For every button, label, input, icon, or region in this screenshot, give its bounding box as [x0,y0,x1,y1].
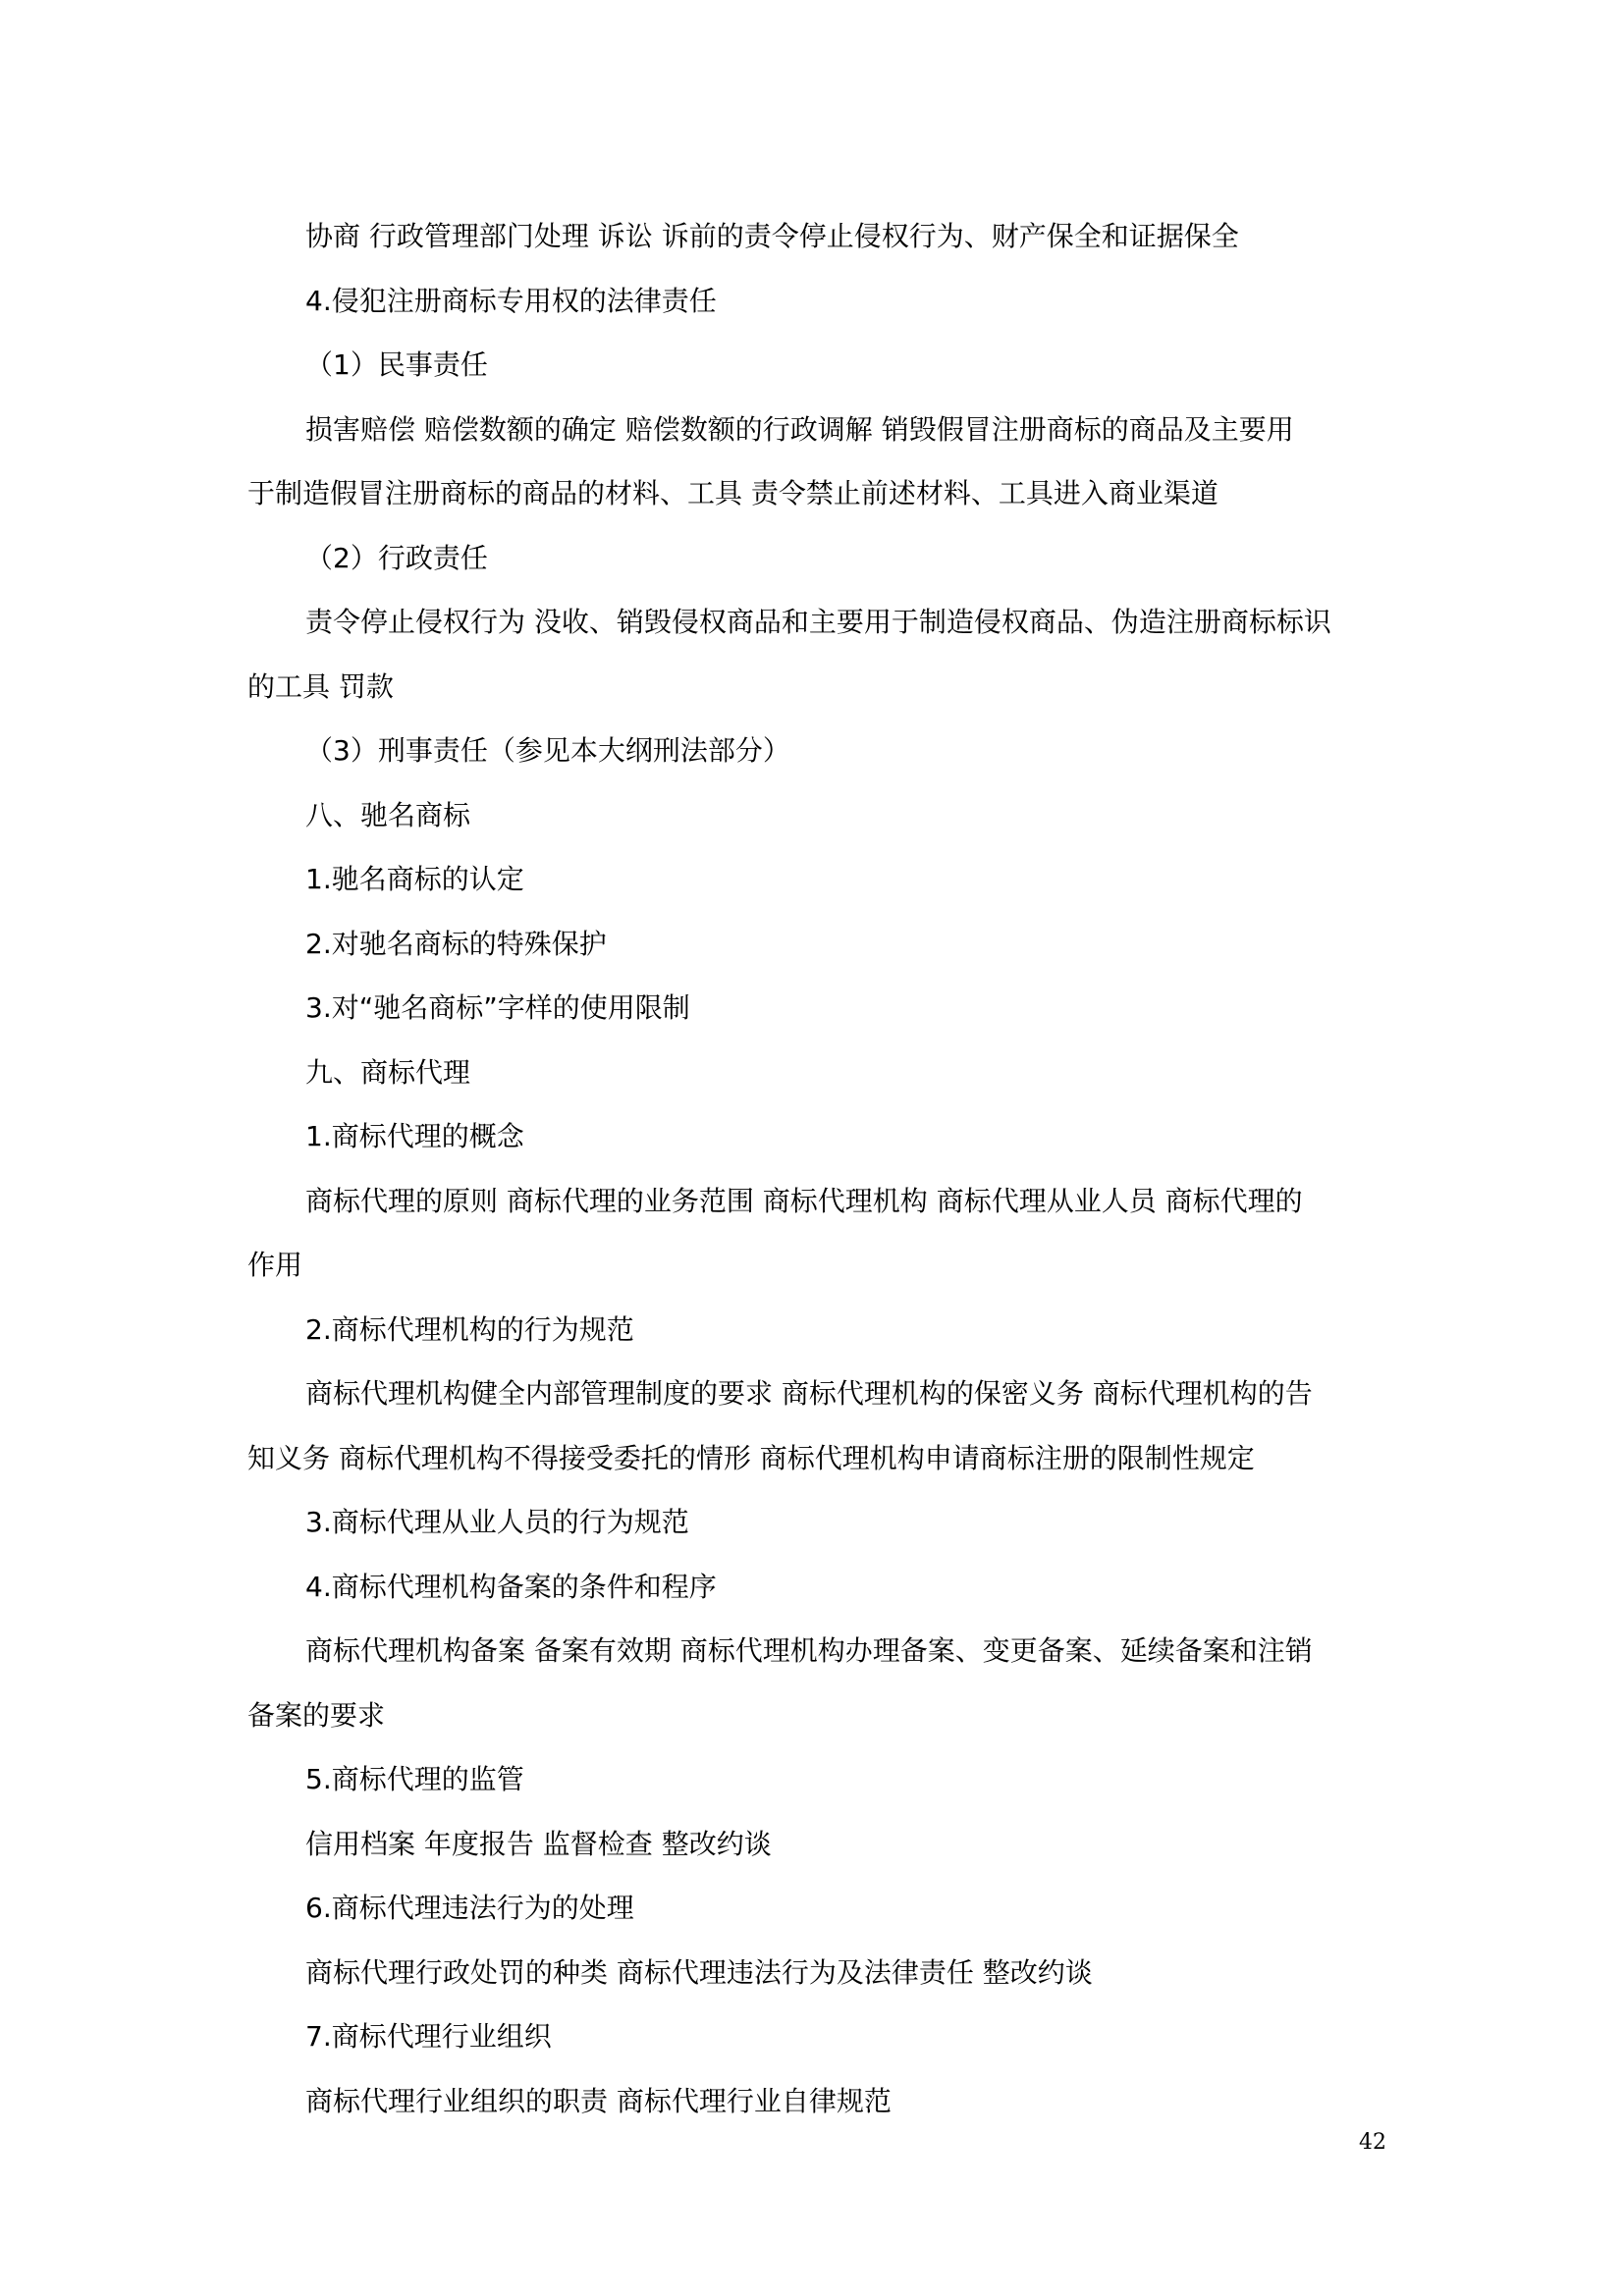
text-line: 损害赔偿 赔偿数额的确定 赔偿数额的行政调解 销毁假冒注册商标的商品及主要用 [305,412,1294,446]
text-line: 7.商标代理行业组织 [305,2020,552,2053]
text-line: 2.商标代理机构的行为规范 [305,1312,634,1346]
text-line: 的工具 罚款 [247,669,394,703]
text-line: 3.对“驰名商标”字样的使用限制 [305,991,690,1024]
text-line: 1.商标代理的概念 [305,1120,524,1152]
text-line: 协商 行政管理部门处理 诉讼 诉前的责令停止侵权行为、财产保全和证据保全 [305,220,1239,252]
text-line: 1.驰名商标的认定 [305,863,524,895]
page-number: 42 [1359,2130,1386,2155]
text-line: 商标代理行政处罚的种类 商标代理违法行为及法律责任 整改约谈 [305,1955,1093,1989]
text-line: 九、商标代理 [305,1055,471,1089]
text-line: 4.商标代理机构备案的条件和程序 [305,1570,717,1603]
text-line: 商标代理行业组织的职责 商标代理行业自律规范 [305,2084,892,2117]
text-line: （3）刑事责任（参见本大纲刑法部分） [305,734,790,767]
text-line: 商标代理机构健全内部管理制度的要求 商标代理机构的保密义务 商标代理机构的告 [305,1377,1313,1410]
text-line: 知义务 商标代理机构不得接受委托的情形 商标代理机构申请商标注册的限制性规定 [247,1441,1255,1474]
text-line: （2）行政责任 [305,541,488,574]
text-line: 信用档案 年度报告 监督检查 整改约谈 [305,1827,772,1860]
text-line: 备案的要求 [247,1698,386,1732]
text-line: 八、驰名商标 [305,798,471,831]
text-line: 责令停止侵权行为 没收、销毁侵权商品和主要用于制造侵权商品、伪造注册商标标识 [305,606,1331,638]
text-line: （1）民事责任 [305,348,488,381]
text-line: 于制造假冒注册商标的商品的材料、工具 责令禁止前述材料、工具进入商业渠道 [247,477,1218,509]
text-line: 商标代理的原则 商标代理的业务范围 商标代理机构 商标代理从业人员 商标代理的 [305,1184,1303,1217]
text-line: 2.对驰名商标的特殊保护 [305,927,607,960]
text-line: 6.商标代理违法行为的处理 [305,1892,634,1924]
text-line: 作用 [247,1249,303,1281]
text-line: 商标代理机构备案 备案有效期 商标代理机构办理备案、变更备案、延续备案和注销 [305,1634,1313,1667]
page-body [247,204,1396,2133]
text-line: 3.商标代理从业人员的行为规范 [305,1506,689,1538]
text-line: 4.侵犯注册商标专用权的法律责任 [305,284,717,317]
text-line: 5.商标代理的监管 [305,1763,524,1795]
